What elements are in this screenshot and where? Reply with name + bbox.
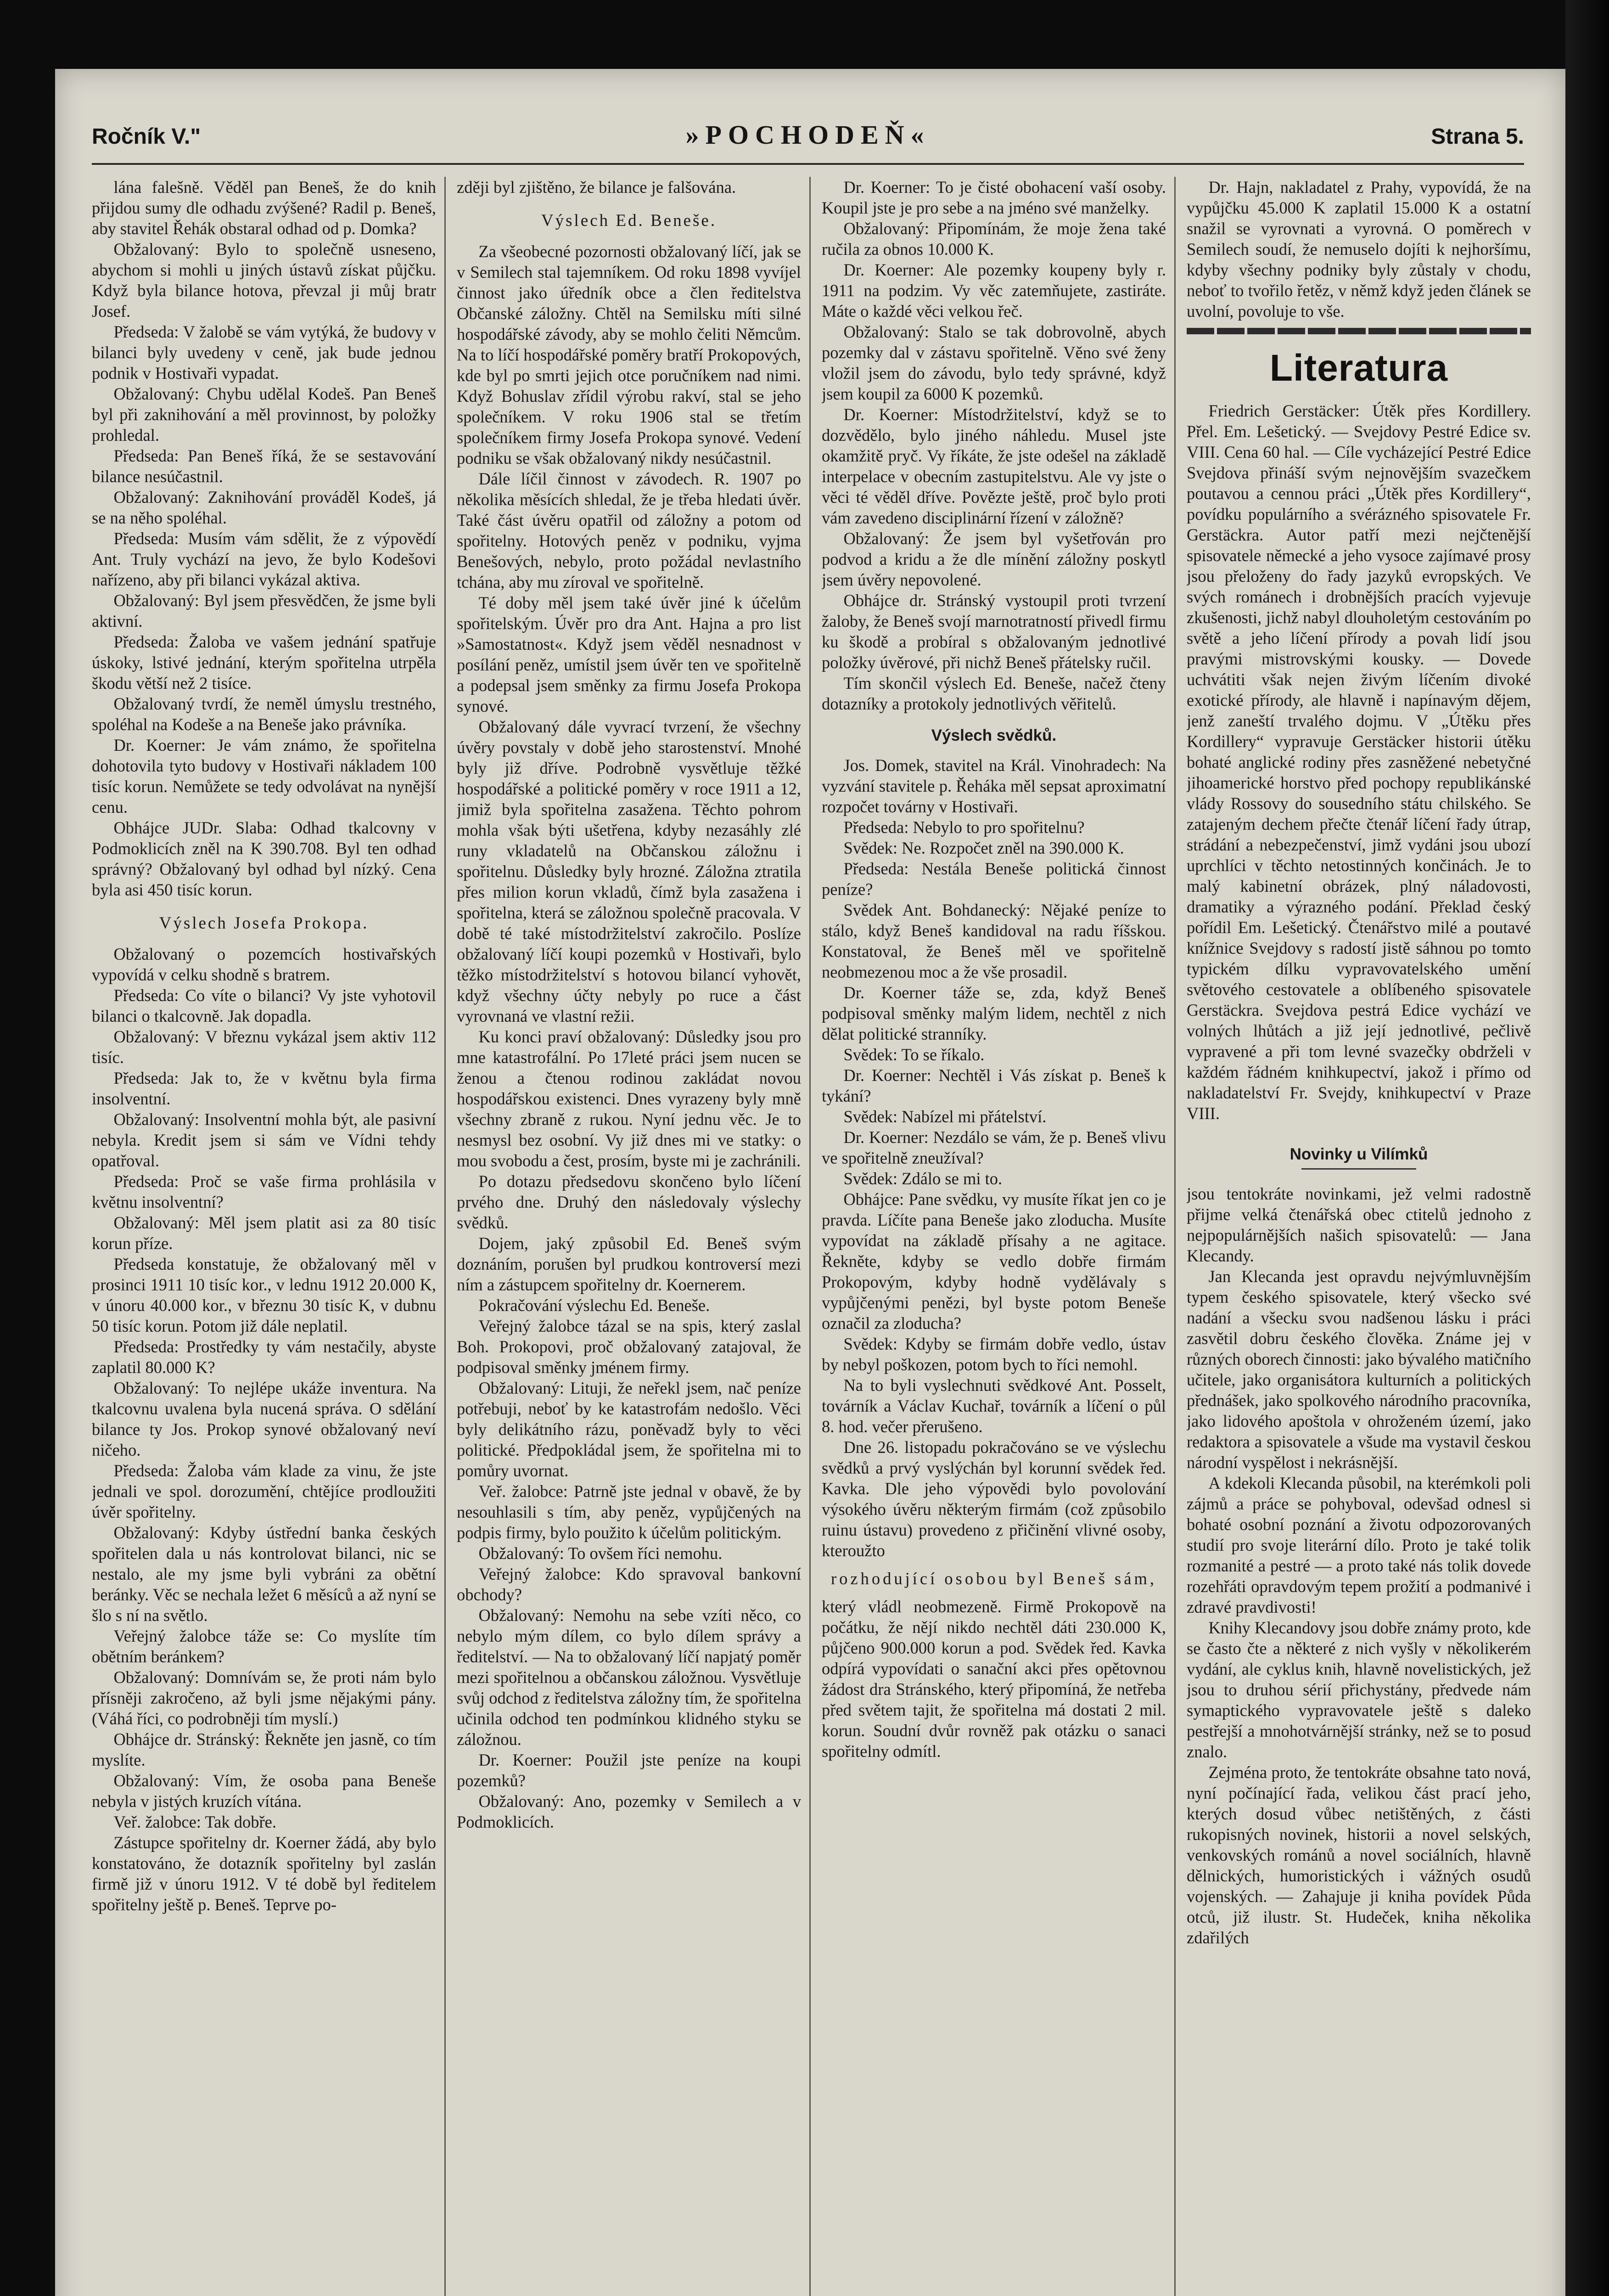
column-3 — [822, 177, 1166, 2296]
article-paragraph: Obžalovaný: Bylo to společně usneseno, abychom si mohli u jiných ústavů získat půjčku. Když byla bilance hotova, převzal ji můj bratr Josef. — [92, 240, 436, 321]
article-paragraph: Obžalovaný: Lituji, že neřekl jsem, nač peníze potřebuji, neboť by ke katastrofám nedošlo. Věci byly delikátního rázu, poněvadž byly to věci politické. Předpokládal jsem, že spořitelna mi to pomůry uvornat. — [457, 1379, 801, 1480]
section-heading: Výslech Josefa Prokopa. — [159, 914, 369, 933]
article-paragraph: Obžalovaný dále vyvrací tvrzení, že všechny úvěry povstaly v době jeho starostenství. Mnohé byly již dříve. Podrobně vysvětluje těžké hospodářské a politické poměry v roce 1911 a 12, jimiž byla spořitelna zasažena. Těchto pohrom mohla však býti ušetřena, kdyby nezasáhly zlé runy vkladatelů na Občanskou záložnu i spořitelnu. Důsledky byly hrozné. Záložna ztratila přes milion korun vkladů, čímž byla zasažena i spořitelna, která se záložnou společně pracovala. V době té také místodržitelství zakročilo. Poslíze obžalovaný líčí koupi pozemků v Hostivaři, bylo těžko místodržitelství s hotovou bilancí vyhovět, když všechny účty nebyly po ruce a část vyrovnaná ve vlastní režii. — [457, 717, 801, 1025]
article-paragraph: Obžalovaný: Nemohu na sebe vzíti něco, co nebylo mým dílem, co bylo dílem správy a ředitelství. — Na to obžalovaný líčí napjatý poměr mezi spořitelnou a občanskou záložnou. Vysvětluje svůj odchod z ředitelstva záložny tím, že spořitelna učinila odchod ten podmínkou klidného styku se záložnou. — [457, 1606, 801, 1749]
article-paragraph: Jos. Domek, stavitel na Král. Vinohradech: Na vyzvání stavitele p. Řeháka měl sepsat aproximatní rozpočet továrny v Hostivaři. — [822, 756, 1166, 816]
article-paragraph: Tím skončil výslech Ed. Beneše, načež čteny dotazníky a protokoly jednotlivých věřitelů. — [822, 674, 1166, 713]
article-paragraph: Zástupce spořitelny dr. Koerner žádá, aby bylo konstatováno, že dotazník spořitelny byl zaslán firmě již v únoru 1912. V té době byl ředitelem spořitelny ještě p. Beneš. Teprve po- — [92, 1833, 436, 1914]
article-paragraph: Obžalovaný: Stalo se tak dobrovolně, abych pozemky dal v zástavu spořitelně. Věno své ženy vložil jsem do závodu, bylo tedy správné, když jsem koupil za 6000 K pozemků. — [822, 322, 1166, 403]
article-paragraph: Dne 26. listopadu pokračováno se ve výslechu svědků a prvý vyslýchán byl korunní svědek řed. Kavka. Dle jeho výpovědi bylo povolování výsokého úvěru některým firmám (což způsobilo ruinu ústavu) provedeno z přičinění vlivné osoby, kteroužto — [822, 1438, 1166, 1560]
article-paragraph: Obžalovaný o pozemcích hostivařských vypovídá v celku shodně s bratrem. — [92, 945, 436, 984]
article-paragraph: Obžalovaný: Ano, pozemky v Semilech a v Podmoklicích. — [457, 1792, 801, 1831]
article-paragraph: Dr. Koerner táže se, zda, když Beneš podpisoval směnky malým lidem, nechtěl z nich dělat politické stranníky. — [822, 983, 1166, 1043]
article-paragraph: Obhájce JUDr. Slaba: Odhad tkalcovny v Podmoklicích zněl na K 390.708. Byl ten odhad správný? Obžalovaný byl odhad byl nízký. Cena byla asi 450 tisíc korun. — [92, 818, 436, 899]
article-paragraph: Jan Klecanda jest opravdu nejvýmluvnějším typem českého spisovatele, který všecko své nadání a všecku svou nadšenou lásku i práci zasvětil dobru českého člověka. Známe jej v různých oborech činnosti: jako bývalého matičního učitele, jako organisátora kulturních a politických přednášek, jako spolkového národního pracovníka, jako lidového apoštola v ohroženém území, jako redaktora a spisovatele a všude ma vystavil českou národní vyspělost i nekrásnější. — [1187, 1267, 1531, 1472]
article-paragraph: Obžalovaný: To ovšem říci nemohu. — [478, 1544, 723, 1563]
article-paragraph: Předseda: Nestála Beneše politická činnost peníze? — [822, 859, 1166, 899]
article-paragraph: Obžalovaný: Měl jsem platit asi za 80 tisíc korun příze. — [92, 1213, 436, 1253]
article-paragraph: Dr. Koerner: Místodržitelství, když se to dozvědělo, bylo jiného náhledu. Musel jste okamžitě pryč. Vy říkáte, že jste odešel na základě interpelace v obecním zastupitelstvu. Ale vy jste o věci té věděl dříve. Povězte ještě, proč bylo proti vám zavedeno disciplinární řízení v záložně? — [822, 405, 1166, 527]
article-paragraph: Předseda konstatuje, že obžalovaný měl v prosinci 1911 10 tisíc kor., v lednu 1912 20.000 K, v únoru 40.000 kor., v březnu 30 tisíc K, v dubnu 50 tisíc korun. Potom již dále neplatil. — [92, 1255, 436, 1335]
article-paragraph: Svědek: To se říkalo. — [843, 1045, 985, 1064]
article-paragraph: Veř. žalobce: Patrně jste jednal v obavě, že by nesouhlasili s tím, aby peněz, vypůjčených na podpis firmy, bylo použito k účelům politickým. — [457, 1482, 801, 1542]
article-paragraph: Svědek: Ne. Rozpočet zněl na 390.000 K. — [843, 838, 1124, 857]
newspaper-page — [55, 69, 1565, 2296]
article-paragraph: Dr. Koerner: Použil jste peníze na koupi pozemků? — [457, 1750, 801, 1790]
article-paragraph: Obhájce: Pane svědku, vy musíte říkat jen co je pravda. Líčíte pana Beneše jako zloducha. Musíte vypovídat na základě přísahy a ne agitace. Řekněte, kdyby se vedlo dobře firmám Prokopovým, kdyby hodně vydělávaly s vypůjčenými penězi, byl byste potom Beneše označil za zloducha? — [822, 1190, 1166, 1333]
article-paragraph: Předseda: Co víte o bilanci? Vy jste vyhotovil bilanci o tkalcovně. Jak dopadla. — [92, 986, 436, 1025]
article-paragraph: Dr. Koerner: Nezdálo se vám, že p. Beneš vlivu ve spořitelně zneužíval? — [822, 1128, 1166, 1167]
article-paragraph: jsou tentokráte novinkami, jež velmi radostně přijme velká čtenářská obec ctitelů jednoho z nejpopulárnějších našich spisovatelů: — Jana Klecandy. — [1187, 1184, 1531, 1265]
article-paragraph: Za všeobecné pozornosti obžalovaný líčí, jak se v Semilech stal tajemníkem. Od roku 1898 vyvíjel činnost jako úředník obce a člen ředitelstva Občanské záložny. Chtěl na Semilsku míti silné hospodářské závody, aby se mohlo čeliti Němcům. Na to líčí hospodářské poměry bratří Prokopových, kde byl po smrti jejich otce poručníkem nad nimi. Když Bohuslav zřídil výrobu rakví, stal se jeho společníkem. V roku 1906 stal se třetím společníkem firmy Josefa Prokopa synové. Vedení podniku se však obžalovaný nikdy nesúčastnil. — [457, 242, 801, 467]
article-paragraph: Pokračování výslechu Ed. Beneše. — [478, 1296, 710, 1315]
page-header — [92, 119, 1524, 156]
article-paragraph: Dr. Hajn, nakladatel z Prahy, vypovídá, že na vypůjčku 45.000 K zaplatil 15.000 K a ostatní snažil se vyrovnati a vyrovná. O poměrech v Semilech soudí, že nemuselo dojíti k nejhoršímu, kdyby všechny podniky byly zůstaly v chodu, neboť to tvořilo řetěz, v němž když jeden článek se uvolní, povoluje to vše. — [1187, 178, 1531, 321]
article-paragraph: Obžalovaný: Vím, že osoba pana Beneše nebyla v jistých kruzích vítána. — [92, 1771, 436, 1811]
article-paragraph: Obhájce dr. Stránský vystoupil proti tvrzení žaloby, že Beneš svojí marnotratností přivedl firmu ku škodě a probíral s obžalovaným jednotlivé položky úvěrové, při nichž Beneš přátelsky ručil. — [822, 591, 1166, 672]
article-paragraph: Dále líčil činnost v závodech. R. 1907 po několika měsících shledal, že je třeba hledati úvěr. Také část úvěru opatřil od záložny a potom od spořitelny. Hotových peněz v podniku, vyjma Benešových, nebylo, proto požádal nevlastního tchána, aby mu zíroval ve spořitelně. — [457, 469, 801, 591]
article-paragraph: Svědek: Zdálo se mi to. — [843, 1169, 1003, 1188]
article-paragraph: Obžalovaný: Domnívám se, že proti nám bylo přísněji zakročeno, až byli jsme nějakými pány. (Váhá říci, co podrobněji tím myslí.) — [92, 1668, 436, 1728]
column-divider — [444, 177, 446, 2296]
article-paragraph: Dr. Koerner: Ale pozemky koupeny byly r. 1911 na podzim. Vy věc zatemňujete, zastiráte. Máte o každé věci velkou řeč. — [822, 260, 1166, 321]
article-paragraph: Obžalovaný: Zaknihování prováděl Kodeš, já se na něho spoléhal. — [92, 488, 436, 527]
masthead-title: »POCHODEŇ« — [685, 120, 931, 150]
section-rule — [1187, 328, 1531, 334]
article-paragraph: Obžalovaný: Kdyby ústřední banka českých spořitelen dala u nás kontrolovat bilanci, nic se nestalo, ale my jsme byli vybráni za obětní beránky. Věc se nechala ležet 6 měsíců a až nyní se šlo s ní na světlo. — [92, 1523, 436, 1625]
column-divider — [1174, 177, 1176, 2296]
article-paragraph: Dr. Koerner: Nechtěl i Vás získat p. Beneš k tykání? — [822, 1066, 1166, 1105]
article-paragraph: Předseda: Proč se vaše firma prohlásila v květnu insolventní? — [92, 1172, 436, 1211]
article-paragraph: Veřejný žalobce: Kdo spravoval bankovní obchody? — [457, 1564, 801, 1604]
spaced-emphasis: rozhodující osobou byl Beneš sám, — [831, 1569, 1157, 1588]
article-paragraph: Předseda: Pan Beneš říká, že se sestavování bilance nesúčastnil. — [92, 446, 436, 486]
scan-edge — [1565, 0, 1609, 2296]
article-paragraph: A kdekoli Klecanda působil, na kterémkoli poli zájmů a práce se pohyboval, odevšad odnesl si bohaté osobní poznání a životu odpozorovaných studií pro svoje literární dílo. Proto je také tolik rozmanité a pestré — a proto také nás tolik dovede rozehřáti opravdovým tepem prožití a podmanivé i zdravé pravdivosti! — [1187, 1474, 1531, 1616]
article-paragraph: Obžalovaný: V březnu vykázal jsem aktiv 112 tisíc. — [92, 1027, 436, 1067]
article-paragraph: Obžalovaný: Chybu udělal Kodeš. Pan Beneš byl při zaknihování a měl provinnost, by položky prohledal. — [92, 384, 436, 445]
article-paragraph: Veřejný žalobce tázal se na spis, který zaslal Boh. Prokopovi, proč obžalovaný zatajoval, že podpisoval směnky jménem firmy. — [457, 1317, 801, 1377]
page-number: Strana 5. — [1431, 124, 1524, 149]
article-paragraph: Dojem, jaký způsobil Ed. Beneš svým doznáním, porušen byl prudkou kontroversí mezi ním a zástupcem spořitelny dr. Koernerem. — [457, 1234, 801, 1294]
article-paragraph: Ku konci praví obžalovaný: Důsledky jsou pro mne katastrofální. Po 17leté práci jsem nucen se ženou a čtenou rodinou zakládat novou hospodářskou existenci. Dnes vyrazeny byly mně všechny zbraně z rukou. Nyní jednu věc. Je to nesmysl bez osobní. Vy již dnes mi ve statky: o mou svobodu a čest, prosím, byste mi je zachránili. — [457, 1027, 801, 1170]
article-paragraph: zději byl zjištěno, že bilance je falšována. — [457, 178, 736, 197]
article-paragraph: Předseda: Musím vám sdělit, že z výpovědí Ant. Truly vychází na jevo, že bylo Kodešovi nařízeno, aby při bilanci vykázal aktiva. — [92, 529, 436, 589]
novinky-heading: Novinky u Vilímků — [1289, 1145, 1428, 1163]
literatura-heading: Literatura — [1269, 347, 1448, 389]
section-heading: Výslech svědků. — [931, 726, 1057, 744]
article-paragraph: Předseda: Prostředky ty vám nestačily, abyste zaplatil 80.000 K? — [92, 1337, 436, 1377]
article-paragraph: Předseda: Jak to, že v květnu byla firma insolventní. — [92, 1069, 436, 1108]
article-paragraph: Předseda: Žaloba vám klade za vinu, že jste jednali ve spol. dorozumění, chtějíce prodloužiti úvěr spořitelny. — [92, 1461, 436, 1521]
novinky-underline — [1301, 1168, 1416, 1170]
article-paragraph: Dr. Koerner: To je čisté obohacení vaší osoby. Koupil jste je pro sebe a na jméno své manželky. — [822, 178, 1166, 217]
article-paragraph: Obžalovaný: Insolventní mohla být, ale pasivní nebyla. Kredit jsem si sám ve Vídni tehdy opatřoval. — [92, 1110, 436, 1170]
article-paragraph: Svědek Ant. Bohdanecký: Nějaké peníze to stálo, když Beneš kandidoval na radu říšskou. Konstatoval, že Beneš měl ve spořitelně neobmezenou moc a že vše prosadil. — [822, 900, 1166, 981]
article-paragraph: Obžalovaný tvrdí, že neměl úmyslu trestného, spoléhal na Kodeše a na Beneše jako právníka. — [92, 694, 436, 734]
article-paragraph: Friedrich Gerstäcker: Útěk přes Kordillery. Přel. Em. Lešetický. — Svejdovy Pestré Edice sv. VIII. Cena 60 hal. — Cíle vycházející Pestré Edice Svejdova přináší svým nejnovějším svazečkem poutavou a cennou práci „Útěk přes Kordillery“, povídku populárního a svérázného spisovatele Fr. Gerstäckra. Autor patří mezi nejčtenější spisovatele německé a jeho vysoce zajímavé prosy jsou přeloženy do řady jazyků evropských. Ve svých románech i drobnějších pracích vyjevuje zkušenosti, jichž nabyl dlouholetým cestováním po světě a jeho líčení přírody a povah lidí jsou pravými mistrovskými kousky. — Dovede uchvátiti však nejen živým líčením divoké exotické přírody, ale hlavně i napínavým dějem, jenž zaneští trvalého dojmu. V „Útěku přes Kordillery“ vypravuje Gerstäcker historii útěku bohaté anglické rodiny přes zasněžené nebetyčné jihoamerické horstvo před pochopy republikánské vlády Rossovy do sousedního státu chilského. Se zatajeným dechem přečte čtenář líčení řady útrap, strádání a nebezpečenství, jimž vydáni jsou ubozí uprchlíci v těchto netostinných končinách. Je to malý kabinetní obrázek, plný náladovosti, dramatiky a výrazného podání. Překlad český pořídil Em. Lešetický. Čtenářstvo milé a poutavé knížnice Svejdovy s radostí jistě sáhnou po tomto typickém dílku vypravovatelského umění světového cestovatele a oblíbeného spisovatele Gerstäckra. Svejdova pestrá Edice vychází ve volných lhůtách a již její jednotlivé, pečlivě vypravené a při tom levné svazečky obdrželi v každém řádném knihkupectví, jakož i přímo od nakladatelství Fr. Svejdy, knihkupectví v Praze VIII. — [1187, 401, 1531, 1123]
column-4 — [1187, 177, 1531, 2296]
article-paragraph: Obžalovaný: Připomínám, že moje žena také ručila za obnos 10.000 K. — [822, 219, 1166, 259]
column-divider — [809, 177, 811, 2296]
article-paragraph: lána falešně. Věděl pan Beneš, že do knih přijdou sumy dle odhadu zvýšené? Radil p. Beneš, aby stavitel Řehák obstaral odhad od p. Domka? — [92, 178, 436, 238]
article-paragraph: Veř. žalobce: Tak dobře. — [113, 1812, 276, 1831]
article-paragraph: Svědek: Kdyby se firmám dobře vedlo, ústav by nebyl poškozen, potom bych to říci nemohl. — [822, 1334, 1166, 1374]
article-paragraph: Zejména proto, že tentokráte obsahne tato nová, nyní počínající řada, velikou část prací jeho, kterých dosud vůbec netištěných, z části rukopisných novinek, historii a novel selských, venkovských románů a novel sociálních, hlavně dělnických, humoristických i vážných osudů vojenských. — Zahajuje ji kniha povídek Půda otců, již ilustr. St. Hudeček, kniha několika zdařilých — [1187, 1763, 1531, 1947]
article-paragraph: Předseda: V žalobě se vám vytýká, že budovy v bilanci byly uvedeny v ceně, jak bude jednou podnik v Hostivaři vypadat. — [92, 322, 436, 383]
article-paragraph: Po dotazu předsedovu skončeno bylo líčení prvého dne. Druhý den následovaly výslechy svědků. — [457, 1172, 801, 1232]
article-paragraph: Dr. Koerner: Je vám známo, že spořitelna dohotovila tyto budovy v Hostivaři nákladem 100 tisíc korun. Nemůžete se tedy odvolávat na nynější cenu. — [92, 736, 436, 816]
section-heading: Výslech Ed. Beneše. — [541, 211, 717, 230]
article-paragraph: Na to byli vyslechnuti svědkové Ant. Posselt, továrník a Václav Kuchař, továrník a líčení o půl 8. hod. večer přerušeno. — [822, 1376, 1166, 1436]
article-paragraph: Obžalovaný: Byl jsem přesvědčen, že jsme byli aktivní. — [92, 591, 436, 630]
article-paragraph: Obžalovaný: Že jsem byl vyšetřován pro podvod a kridu a že dle mínění záložny poskytl jsem úvěry nepovolené. — [822, 529, 1166, 589]
column-2 — [457, 177, 801, 2296]
article-paragraph: který vládl neobmezeně. Firmě Prokopově na počátku, že nějí nikdo nechtěl dáti 230.000 K, půjčeno 900.000 korun a pod. Svědek řed. Kavka odpírá vypovídati o sanační akci přes opětovnou žádost dra Stránského, který připomíná, že netřeba před světem tajit, že spořitelna má dostati 2 mil. korun. Soudní dvůr rovněž pak otázku o sanaci spořitelny odmítl. — [822, 1597, 1166, 1761]
article-paragraph: Obhájce dr. Stránský: Řekněte jen jasně, co tím myslíte. — [92, 1730, 436, 1769]
article-paragraph: Knihy Klecandovy jsou dobře známy proto, kde se často čte a některé z nich vyšly v několikerém vydání, ale cyklus knih, hlavně novelistických, jež jsou to druhou sérií přichystány, předvede nám symaptického vypravovatele ještě s daleko pestřejší a mnohotvárnější stránky, než se to posud znalo. — [1187, 1618, 1531, 1761]
column-1 — [92, 177, 436, 2296]
article-paragraph: Veřejný žalobce táže se: Co myslíte tím obětním beránkem? — [92, 1626, 436, 1666]
article-paragraph: Té doby měl jsem také úvěr jiné k účelům spořitelským. Úvěr pro dra Ant. Hajna a pro list »Samostatnost«. Když jsem věděl nesnadnost v posílání peněz, umístil jsem úvěr ten ve spořitelně a podepsal jsem směnky za firmu Josefa Prokopa synové. — [457, 593, 801, 715]
article-paragraph: Svědek: Nabízel mi přátelství. — [843, 1107, 1047, 1126]
article-paragraph: Obžalovaný: To nejlépe ukáže inventura. Na tkalcovnu uvalena byla nucená správa. O sdělání bilance ty Jos. Prokop synové obžalovaný neví ničeho. — [92, 1379, 436, 1459]
article-paragraph: Předseda: Žaloba ve vašem jednání spatřuje úskoky, lstivé jednání, kterým spořitelna utrpěla škodu větší než 2 tisíce. — [92, 632, 436, 692]
header-rule — [92, 163, 1524, 165]
article-paragraph: Předseda: Nebylo to pro spořitelnu? — [843, 818, 1085, 837]
volume-label: Ročník V." — [92, 124, 201, 149]
